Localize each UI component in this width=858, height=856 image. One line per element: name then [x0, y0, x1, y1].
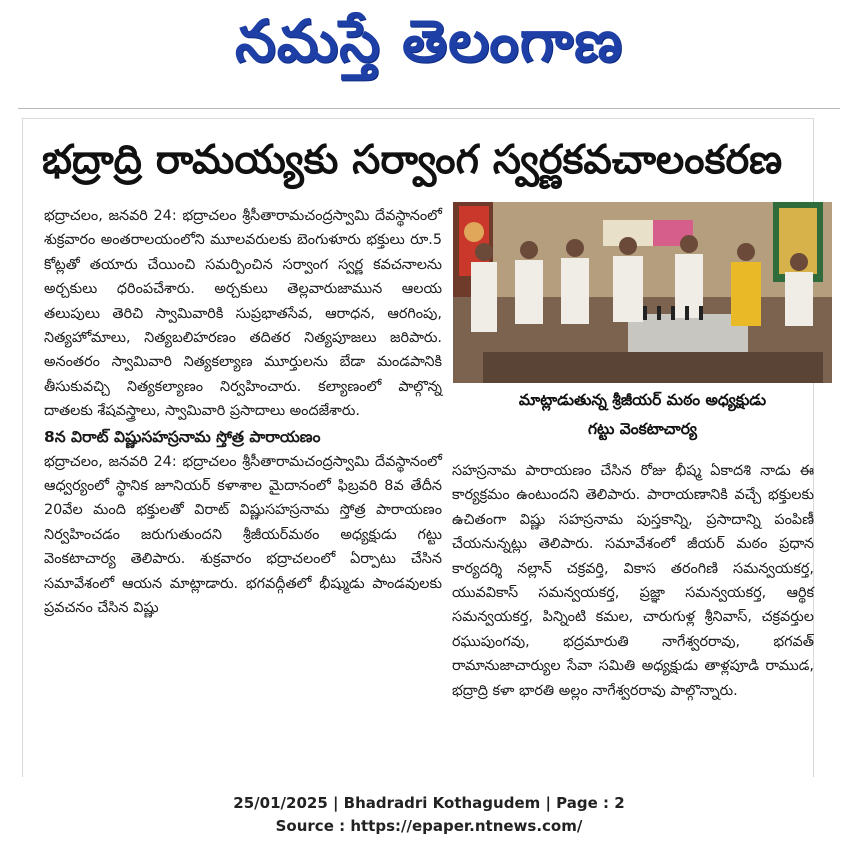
- caption-line-1: మాట్లాడుతున్న శ్రీజీయర్ మఠం అధ్యక్షుడు: [518, 391, 767, 409]
- caption-line-2: గట్టు వెంకటాచార్య: [587, 420, 698, 438]
- masthead-divider: [18, 108, 840, 109]
- news-photo: [453, 202, 832, 383]
- article2-body-left: భద్రాచలం, జనవరి 24: భద్రాచలం శ్రీసీతారామచంద్రస్వామి దేవస్థానంలో ఆధ్వర్యంలో స్థానిక జూనియర్ కళాశాల మైదానంలో ఫిబ్రవరి 8వ తేదీన 20వేల మంది భక్తులతో విరాట్ విష్ణుసహస్రనామ స్తోత్ర పారాయణం నిర్వహించడం జరుగుతుందని శ్రీజీయర్‌మఠం అధ్యక్షుడు గట్టు వెంకటాచార్య తెలిపారు. శుక్రవారం భద్రాచలంలో ఏర్పాటు చేసిన సమావేశంలో ఆయన మాట్లాడారు. భగవద్గీతలో భీష్ముడు పాండవులకు ప్రవచనం చేసిన విష్ణు: [44, 453, 442, 617]
- footer-source: Source : https://epaper.ntnews.com/: [275, 817, 583, 835]
- newspaper-logo: నమస్తే తెలంగాణ: [235, 7, 623, 75]
- left-column: [44, 204, 442, 621]
- right-column: [452, 459, 814, 703]
- headline: భద్రాద్రి రామయ్యకు సర్వాంగ స్వర్ణకవచాలంకరణ: [42, 137, 783, 183]
- article2-body-right: సహస్రనామ పారాయణం చేసిన రోజు భీష్మ ఏకాదశి నాడు ఈ కార్యక్రమం ఉంటుందని తెలిపారు. పారాయణానికి వచ్చే భక్తులకు ఉచితంగా విష్ణు సహస్రనామ పుస్తకాన్ని, ప్రసాదాన్ని పంపిణీ చేయనున్నట్లు తెలిపారు. సమావేశంలో జీయర్ మఠం ప్రధాన కార్యదర్శి నల్లాన్ చక్రవర్తి, వికాస తరంగిణి సమన్వయకర్త, యువవికాస్ సమన్వయకర్త, ప్రజ్ఞా సమన్వయకర్త, ఆర్థిక సమన్వయకర్త, పిన్నింటి కమల, చారుగుళ్ల శ్రీనివాస్, చక్రవర్తుల రఘుపుంగవు, భద్రమారుతి నాగేశ్వరరావు, భగవత్ రామానుజాచార్యుల సేవా సమితి అధ్యక్షుడు తాళ్లపూడి రాముడ, భద్రాద్రి కళా భారతి అల్లం నాగేశ్వరరావు పాల్గొన్నారు.: [452, 463, 814, 699]
- article1-body: భద్రాచలం, జనవరి 24: భద్రాచలం శ్రీసీతారామచంద్రస్వామి దేవస్థానంలో శుక్రవారం అంతరాలయంలోని మూలవరులకు బెంగుళూరు భక్తులు రూ.5 కోట్లతో తయారు చేయించి సమర్పించిన సర్వాంగ స్వర్ణ కవచనాలను అర్చకులు ధరింపచేశారు. అర్చకులు తెల్లవారుజామున ఆలయ తలుపులు తెరిచి స్వామివారికి సుప్రభాతసేవ, ఆరాధన, ఆరగింపు, నిత్యహోమాలు, నిత్యబలిహరణం తదితర నిత్యపూజలు జరిపారు. అనంతరం స్వామివారి నిత్యకల్యాణ మూర్తులను బేడా మండపానికి తీసుకువచ్చి నిత్యకల్యాణం నిర్వహించారు. కల్యాణంలో పాల్గొన్న దాతలకు శేషవస్త్రాలు, స్వామివారి ప్రసాదాలు అందజేశారు.: [44, 208, 442, 420]
- footer-date-edition: 25/01/2025 | Bhadradri Kothagudem | Page : 2: [233, 794, 625, 812]
- photo-illustration: [453, 202, 832, 383]
- masthead: [0, 0, 858, 100]
- article2-subhead: 8న విరాట్ విష్ణుసహస్రనామ స్తోత్ర పారాయణం: [44, 427, 321, 446]
- photo-caption: [453, 386, 832, 452]
